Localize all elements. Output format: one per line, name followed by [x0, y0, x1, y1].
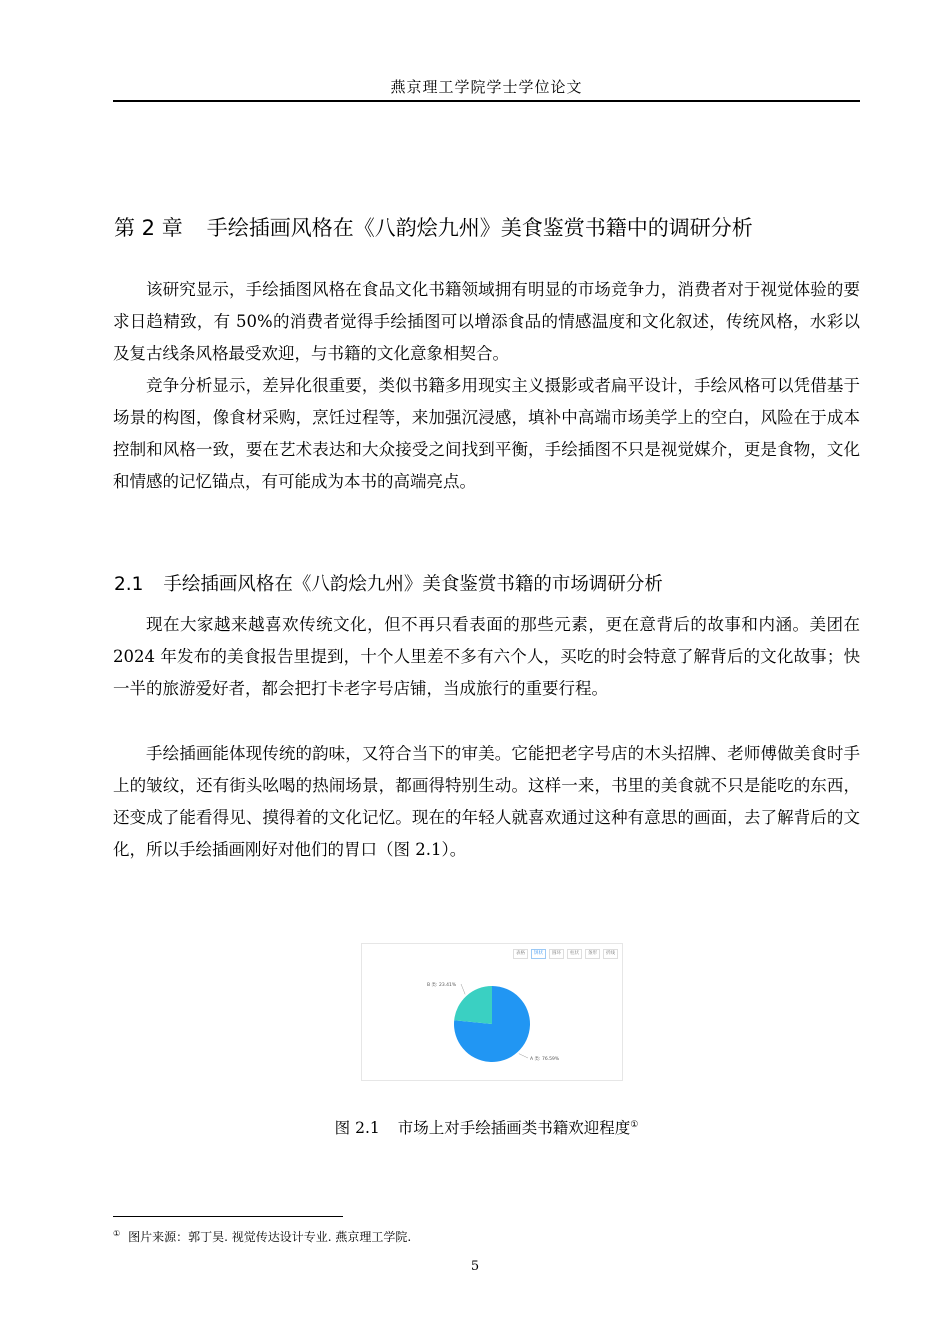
section-number: 2.1 — [114, 574, 144, 595]
pie-chart — [362, 944, 622, 1080]
chart-tab-line[interactable]: 折线 — [603, 949, 618, 959]
pie-leader-line — [519, 1054, 528, 1058]
chart-tab-bar[interactable]: 条形 — [585, 949, 600, 959]
page-number: 5 — [470, 1259, 480, 1274]
footnote-rule — [113, 1216, 343, 1217]
chapter-title-text: 手绘插画风格在《八韵烩九州》美食鉴赏书籍中的调研分析 — [206, 216, 753, 240]
running-header: 燕京理工学院学士学位论文 — [390, 78, 583, 96]
section-paragraph-1: 现在大家越来越喜欢传统文化，但不再只看表面的那些元素，更在意背后的故事和内涵。美团在 2024 年发布的美食报告里提到，十个人里差不多有六个人，买吃的时会特意了解背后的文化故事；快一半的旅游爱好者，都会把打卡老字号店铺，当成旅行的重要行程。 — [113, 615, 860, 698]
pie-chart-figure — [361, 943, 623, 1081]
figure-caption-footnote-mark[interactable]: ① — [630, 1120, 639, 1130]
header-rule — [113, 100, 860, 102]
chapter-number: 第 2 章 — [114, 216, 183, 240]
section-paragraph-2: 手绘插画能体现传统的韵味，又符合当下的审美。它能把老字号店的木头招牌、老师傅做美食时手上的皱纹，还有街头吆喝的热闹场景，都画得特别生动。这样一来，书里的美食就不只是能吃的东西，还变成了能看得见、摸得着的文化记忆。现在的年轻人就喜欢通过这种有意思的画面，去了解背后的文化，所以手绘插画刚好对他们的胃口（图 2.1）。 — [113, 744, 860, 859]
footnote-mark: ① — [113, 1229, 121, 1238]
section-title-text: 手绘插画风格在《八韵烩九州》美食鉴赏书籍的市场调研分析 — [163, 574, 663, 595]
chapter-title — [114, 212, 753, 242]
section-title — [114, 570, 663, 596]
footnote-text: 图片来源：郭丁昊. 视觉传达设计专业. 燕京理工学院. — [128, 1230, 412, 1244]
pie-label-a: A 类: 76.59% — [530, 1057, 560, 1062]
footnote — [113, 1228, 411, 1245]
chart-tab-pie[interactable]: 饼状 — [531, 949, 546, 959]
figure-caption-number: 图 2.1 — [334, 1119, 380, 1137]
pie-label-b: B 类: 23.41% — [427, 983, 457, 988]
figure-caption — [113, 1116, 860, 1138]
figure-caption-text: 市场上对手绘插画类书籍欢迎程度 — [397, 1119, 631, 1137]
pie-slice-b[interactable] — [454, 986, 492, 1024]
chart-tab-donut[interactable]: 圆环 — [549, 949, 564, 959]
chart-tab-column[interactable]: 柱状 — [567, 949, 582, 959]
chapter-paragraph-1: 该研究显示，手绘插图风格在食品文化书籍领域拥有明显的市场竞争力，消费者对于视觉体验的要求日趋精致，有 50%的消费者觉得手绘插图可以增添食品的情感温度和文化叙述，传统风格，水彩以及复古线条风格最受欢迎，与书籍的文化意象相契合。 — [113, 280, 860, 363]
chart-tab-table[interactable]: 表格 — [513, 949, 528, 959]
pie-leader-line — [461, 984, 465, 994]
chapter-paragraph-2: 竞争分析显示，差异化很重要，类似书籍多用现实主义摄影或者扁平设计，手绘风格可以凭借基于场景的构图，像食材采购，烹饪过程等，来加强沉浸感，填补中高端市场美学上的空白，风险在于成本控制和风格一致，要在艺术表达和大众接受之间找到平衡，手绘插图不只是视觉媒介，更是食物，文化和情感的记忆锚点，有可能成为本书的高端亮点。 — [113, 376, 860, 491]
